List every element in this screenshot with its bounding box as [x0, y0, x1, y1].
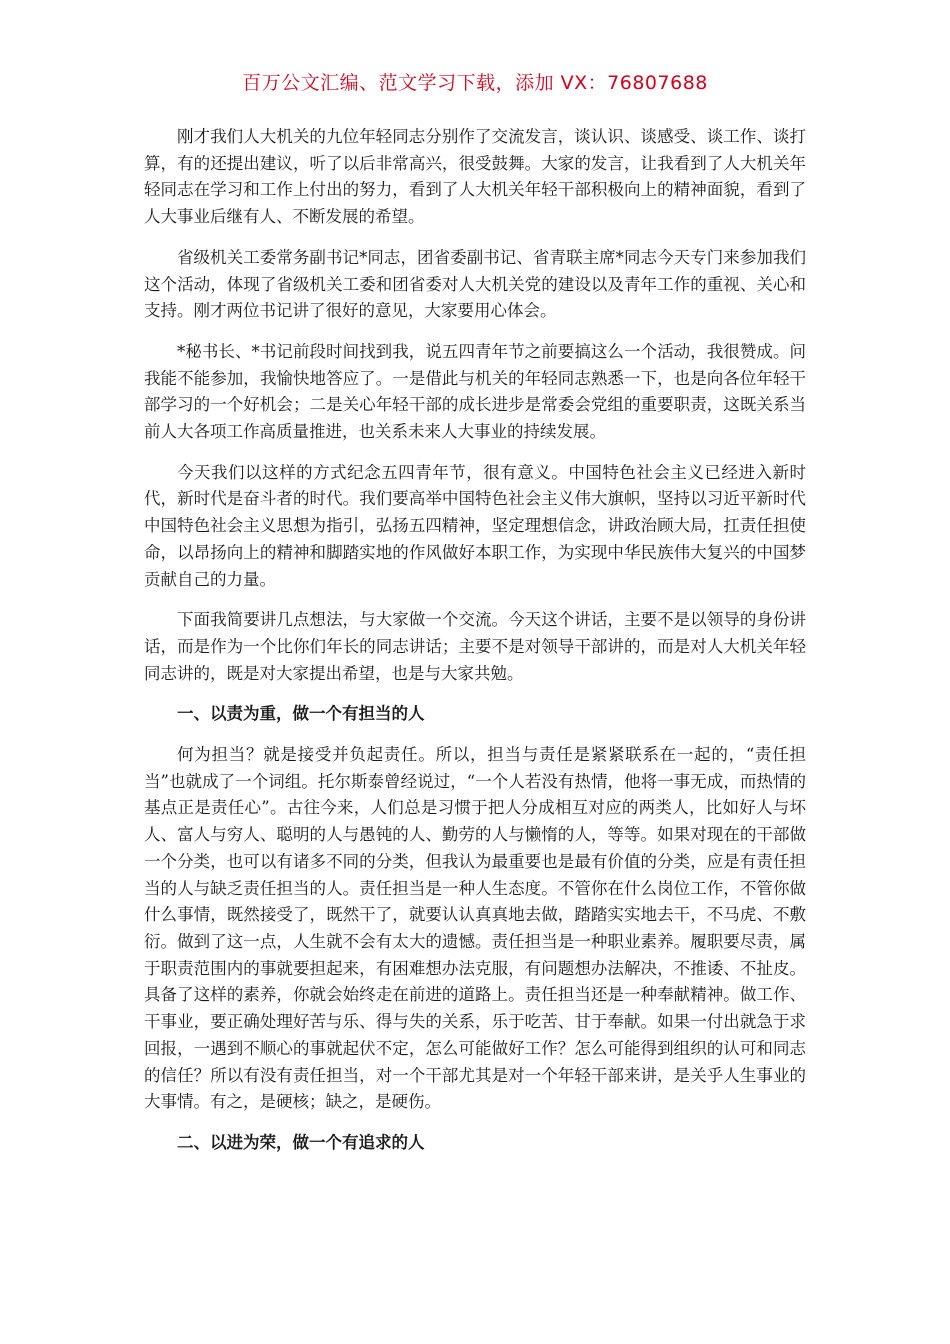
document-body — [144, 124, 806, 1171]
paragraph-2: 省级机关工委常务副书记*同志，团省委副书记、省青联主席*同志今天专门来参加我们这个活动，体现了省级机关工委和团省委对人大机关党的建设以及青年工作的重视、关心和支持。刚才两位书记讲了很好的意见，大家要用心体会。 — [144, 247, 806, 321]
paragraph-5: 下面我简要讲几点想法，与大家做一个交流。今天这个讲话，主要不是以领导的身份讲话，而是作为一个比你们年长的同志讲话；主要不是对领导干部讲的，而是对人大机关年轻同志讲的，既是对大家提出希望，也是与大家共勉。 — [144, 610, 806, 683]
paragraph-4: 今天我们以这样的方式纪念五四青年节，很有意义。中国特色社会主义已经进入新时代，新时代是奋斗者的时代。我们要高举中国特色社会主义伟大旗帜，坚持以习近平新时代中国特色社会主义思想为指引，弘扬五四精神，坚定理想信念，讲政治顾大局，扛责任担使命，以昂扬向上的精神和脚踏实地的作风做好本职工作，为实现中华民族伟大复兴的中国梦贡献自己的力量。 — [144, 462, 806, 589]
section-heading-2: 二、以进为荣，做一个有追求的人 — [177, 1132, 425, 1152]
paragraph-6: 何为担当？就是接受并负起责任。所以，担当与责任是紧紧联系在一起的，“责任担当”也就成了一个词组。托尔斯泰曾经说过，“一个人若没有热情，他将一事无成，而热情的基点正是责任心”。古往今来，人们总是习惯于把人分成相互对应的两类人，比如好人与坏人、富人与穷人、聪明的人与愚钝的人、勤劳的人与懒惰的人，等等。如果对现在的干部做一个分类，也可以有诸多不同的分类，但我认为最重要也是最有价值的分类，应是有责任担当的人与缺乏责任担当的人。责任担当是一种人生态度。不管你在什么岗位工作，不管你做什么事情，既然接受了，既然干了，就要认认真真地去做，踏踏实实地去干，不马虎、不敷衍。做到了这一点，人生就不会有太大的遗憾。责任担当是一种职业素养。履职要尽责，属于职责范围内的事就要担起来，有困难想办法克服，有问题想办法解决，不推诿、不扯皮。具备了这样的素养，你就会始终走在前进的道路上。责任担当还是一种奉献精神。做工作、干事业，要正确处理好苦与乐、得与失的关系，乐于吃苦、甘于奉献。如果一付出就急于求回报，一遇到不顺心的事就起伏不定，怎么可能做好工作？怎么可能得到组织的认可和同志的信任？所以有没有责任担当，对一个干部尤其是对一个年轻干部来讲，是关乎人生事业的大事情。有之，是硬核；缺之，是硬伤。 — [144, 745, 806, 1112]
section-heading-1: 一、以责为重，做一个有担当的人 — [177, 704, 425, 724]
paragraph-1: 刚才我们人大机关的九位年轻同志分别作了交流发言，谈认识、谈感受、谈工作、谈打算，有的还提出建议，听了以后非常高兴，很受鼓舞。大家的发言，让我看到了人大机关年轻同志在学习和工作上付出的努力，看到了人大机关年轻干部积极向上的精神面貌，看到了人大事业后继有人、不断发展的希望。 — [144, 127, 806, 227]
download-banner: 百万公文汇编、范文学习下载，添加 VX：76807688 — [242, 72, 708, 94]
paragraph-3: *秘书长、*书记前段时间找到我，说五四青年节之前要搞这么一个活动，我很赞成。问我能不能参加，我愉快地答应了。一是借此与机关的年轻同志熟悉一下，也是向各位年轻干部学习的一个好机会；二是关心年轻干部的成长进步是常委会党组的重要职责，这既关系当前人大各项工作高质量推进，也关系未来人大事业的持续发展。 — [144, 341, 806, 442]
